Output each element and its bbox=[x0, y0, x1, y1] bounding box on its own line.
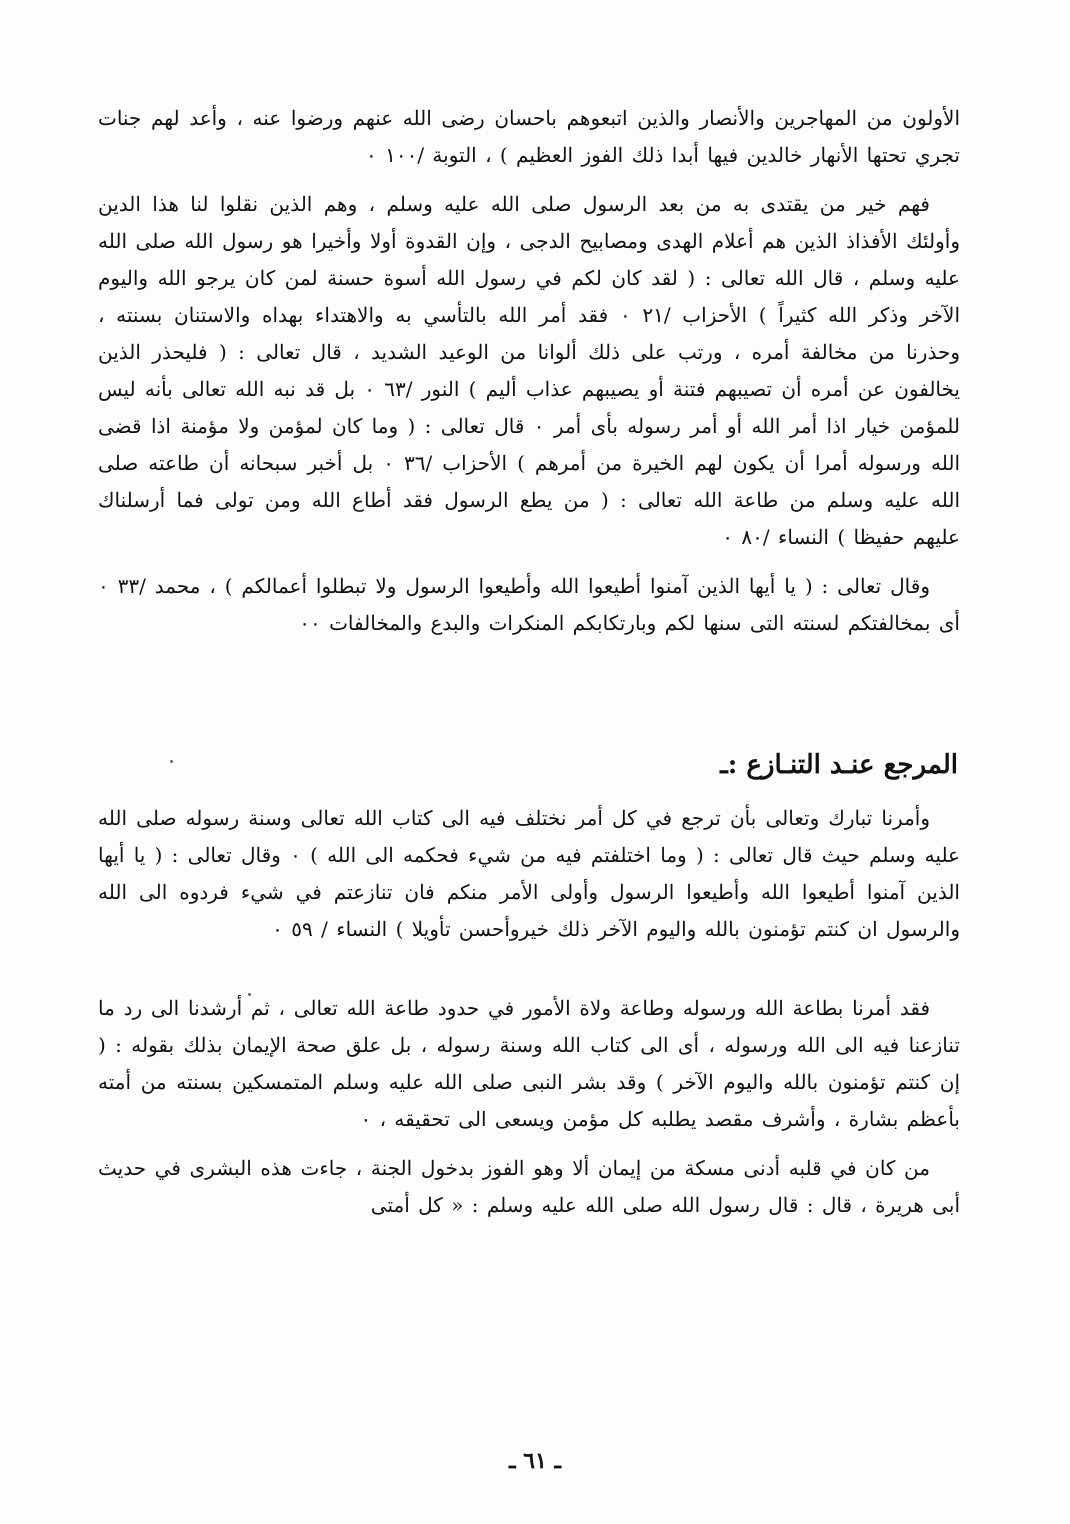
paragraph-6: من كان في قلبه أدنى مسكة من إيمان ألا وهو الفوز بدخول الجنة ، جاءت هذه البشرى في حديث أبى هريرة ، قال : قال رسول الله صلى الله عليه وسلم : « كل أمتى bbox=[98, 1156, 960, 1217]
body-text-bottom bbox=[98, 800, 960, 1236]
scan-speck bbox=[170, 760, 173, 763]
paragraph-5: فقد أمرنا بطاعة الله ورسوله وطاعة ولاة الأمور في حدود طاعة الله تعالى ، ثم أرشدنا الى رد ما تنازعنا فيه الى الله ورسوله ، أى الى كتاب الله وسنة رسوله ، بل علق صحة الإيمان بذلك بقوله : ( إن كنتم تؤمنون بالله واليوم الآخر ) وقد بشر النبى صلى الله عليه وسلم المتمسكين بسنته من أمته بأعظم بشارة ، وأشرف مقصد يطلبه كل مؤمن ويسعى الى تحقيقه ، ٠ bbox=[98, 996, 960, 1131]
paragraph-2: فهم خير من يقتدى به من بعد الرسول صلى الله عليه وسلم ، وهم الذين نقلوا لنا هذا الدين وأولئك الأفذاذ الذين هم أعلام الهدى ومصابيح الدجى ، وإن القدوة أولا وأخيرا هو رسول الله صلى الله عليه وسلم ، قال الله تعالى : ( لقد كان لكم في رسول الله أسوة حسنة لمن كان يرجو الله واليوم الآخر وذكر الله كثيراً ) الأحزاب /٢١ ٠ فقد أمر الله بالتأسي به والاهتداء بهداه والاستنان بسنته ، وحذرنا من مخالفة أمره ، ورتب على ذلك ألوانا من الوعيد الشديد ، قال تعالى : ( فليحذر الذين يخالفون عن أمره أن تصيبهم فتنة أو يصيبهم عذاب أليم ) النور /٦٣ ٠ بل قد نبه الله تعالى بأنه ليس للمؤمن خيار اذا أمر الله أو أمر رسوله بأى أمر ٠ قال تعالى : ( وما كان لمؤمن ولا مؤمنة اذا قضى الله ورسوله أمرا أن يكون لهم الخيرة من أمرهم ) الأحزاب /٣٦ ٠ بل أخبر سبحانه أن طاعته صلى الله عليه وسلم من طاعة الله تعالى : ( من يطع الرسول فقد أطاع الله ومن تولى فما أرسلناك عليهم حفيظا ) النساء /٨٠ ٠ bbox=[98, 192, 961, 549]
section-heading: المرجع عنـد التنـازع :ـ bbox=[720, 750, 958, 780]
body-text-top bbox=[98, 100, 960, 654]
paragraph-4: وأمرنا تبارك وتعالى بأن ترجع في كل أمر نختلف فيه الى كتاب الله تعالى وسنة رسوله صلى الله عليه وسلم حيث قال تعالى : ( وما اختلفتم فيه من شيء فحكمه الى الله ) ٠ وقال تعالى : ( يا أيها الذين آمنوا أطيعوا الله وأطيعوا الرسول وأولى الأمر منكم فان تنازعتم في شيء فردوه الى الله والرسول ان كنتم تؤمنون بالله واليوم الآخر ذلك خيروأحسن تأويلا ) النساء / ٥٩ ٠ bbox=[98, 806, 960, 941]
page-number: ـ ٦١ ـ bbox=[509, 1448, 561, 1474]
paragraph-3: وقال تعالى : ( يا أيها الذين آمنوا أطيعوا الله وأطيعوا الرسول ولا تبطلوا أعمالكم ) ، محمد /٣٣ ٠ أى بمخالفتكم لسنته التى سنها لكم وبارتكابكم المنكرات والبدع والمخالفات ٠٠ bbox=[98, 574, 960, 635]
paragraph-1: الأولون من المهاجرين والأنصار والذين اتبعوهم باحسان رضى الله عنهم ورضوا عنه ، وأعد لهم جنات تجري تحتها الأنهار خالدين فيها أبدا ذلك الفوز العظيم ) ، التوبة /١٠٠ ٠ bbox=[98, 106, 960, 167]
